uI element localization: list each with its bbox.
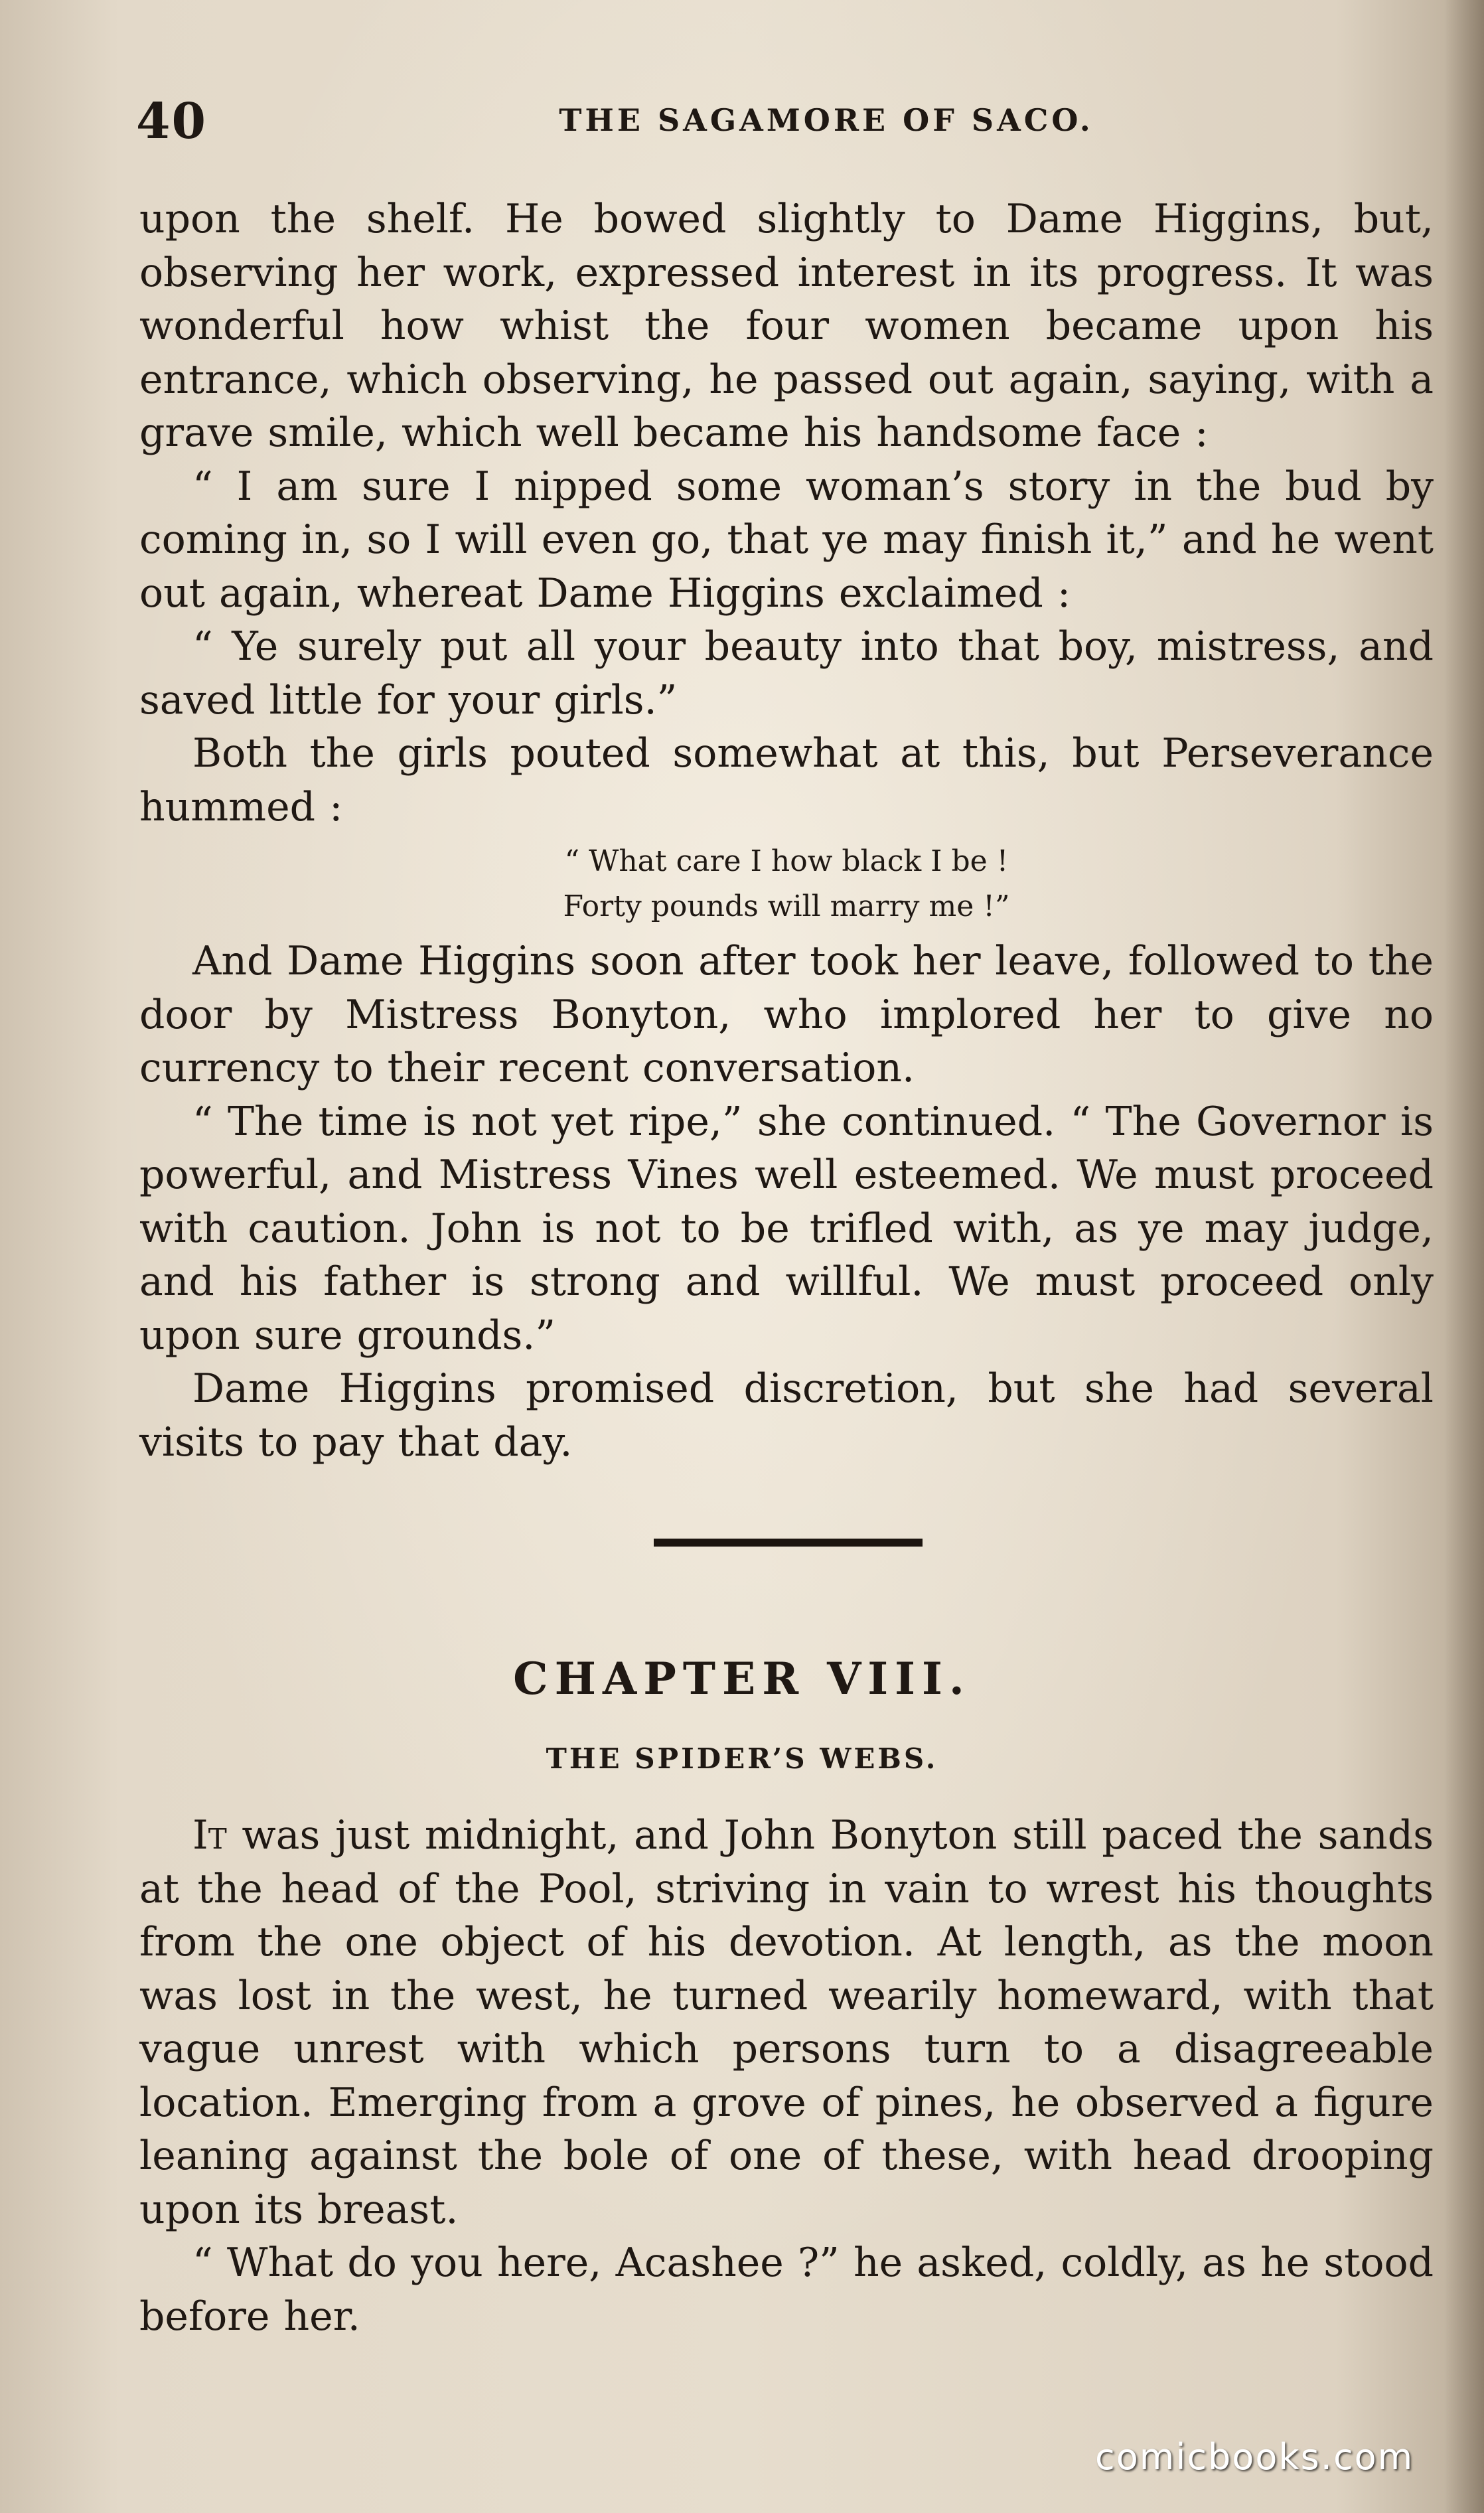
chapter-title: CHAPTER VIII.: [513, 1653, 971, 1705]
paragraph: Dame Higgins promised discretion, but she had several visits to pay that day.: [139, 1365, 1434, 1466]
chapter-first-word: It: [192, 1812, 227, 1859]
paragraph: “ I am sure I nipped some woman’s story in the bud by coming in, so I will even go, that ye may finish it,” and he went out again, whereat Dame Higgins exclaimed :: [139, 463, 1434, 617]
section-divider: [654, 1539, 923, 1547]
watermark: comicbooks.com: [1095, 2436, 1414, 2478]
paragraph: “ Ye surely put all your beauty into that boy, mistress, and saved little for your girls.”: [139, 623, 1434, 723]
page-header: [136, 93, 1437, 150]
paragraph: upon the shelf. He bowed slightly to Dame Higgins, but, observing her work, expressed interest in its progress. It was wonderful how whist the four women became upon his entrance, which observing, he passed out again, saying, with a grave smile, which well became his handsome face :: [139, 196, 1434, 456]
running-title: THE SAGAMORE OF SACO.: [559, 102, 1094, 138]
song-verse: [139, 839, 1434, 929]
chapter-subtitle: THE SPIDER’S WEBS.: [546, 1742, 938, 1775]
paragraph: “ What do you here, Acashee ?” he asked, coldly, as he stood before her.: [139, 2240, 1434, 2340]
chapter-text: [139, 1809, 1434, 2343]
paragraph: “ The time is not yet ripe,” she continued. “ The Governor is powerful, and Mistress Vines well esteemed. We must proceed with caution. John is not to be trifled with, as ye may judge, and his father is strong and willful. We must proceed only upon sure grounds.”: [139, 1098, 1434, 1359]
paragraph: [139, 1809, 1434, 2236]
song-line: “ What care I how black I be !: [564, 844, 1009, 878]
paragraph: Both the girls pouted somewhat at this, but Perseverance hummed :: [139, 730, 1434, 830]
paragraph: And Dame Higgins soon after took her leave, followed to the door by Mistress Bonyton, who implored her to give no currency to their recent conversation.: [139, 938, 1434, 1091]
section-text: [139, 192, 1434, 1469]
song-line: Forty pounds will marry me !”: [563, 889, 1010, 923]
paragraph-text: was just midnight, and John Bonyton still paced the sands at the head of the Pool, striving in vain to wrest his thoughts from the one object of his devotion. At length, as the moon was lost in the west, he turned wearily homeward, with that vague unrest with which persons turn to a disagreeable location. Emerging from a grove of pines, he observed a figure leaning against the bole of one of these, with head drooping upon its breast.: [139, 1812, 1434, 2233]
page-number: 40: [136, 93, 207, 150]
page-edge-shadow: [1444, 0, 1484, 2513]
